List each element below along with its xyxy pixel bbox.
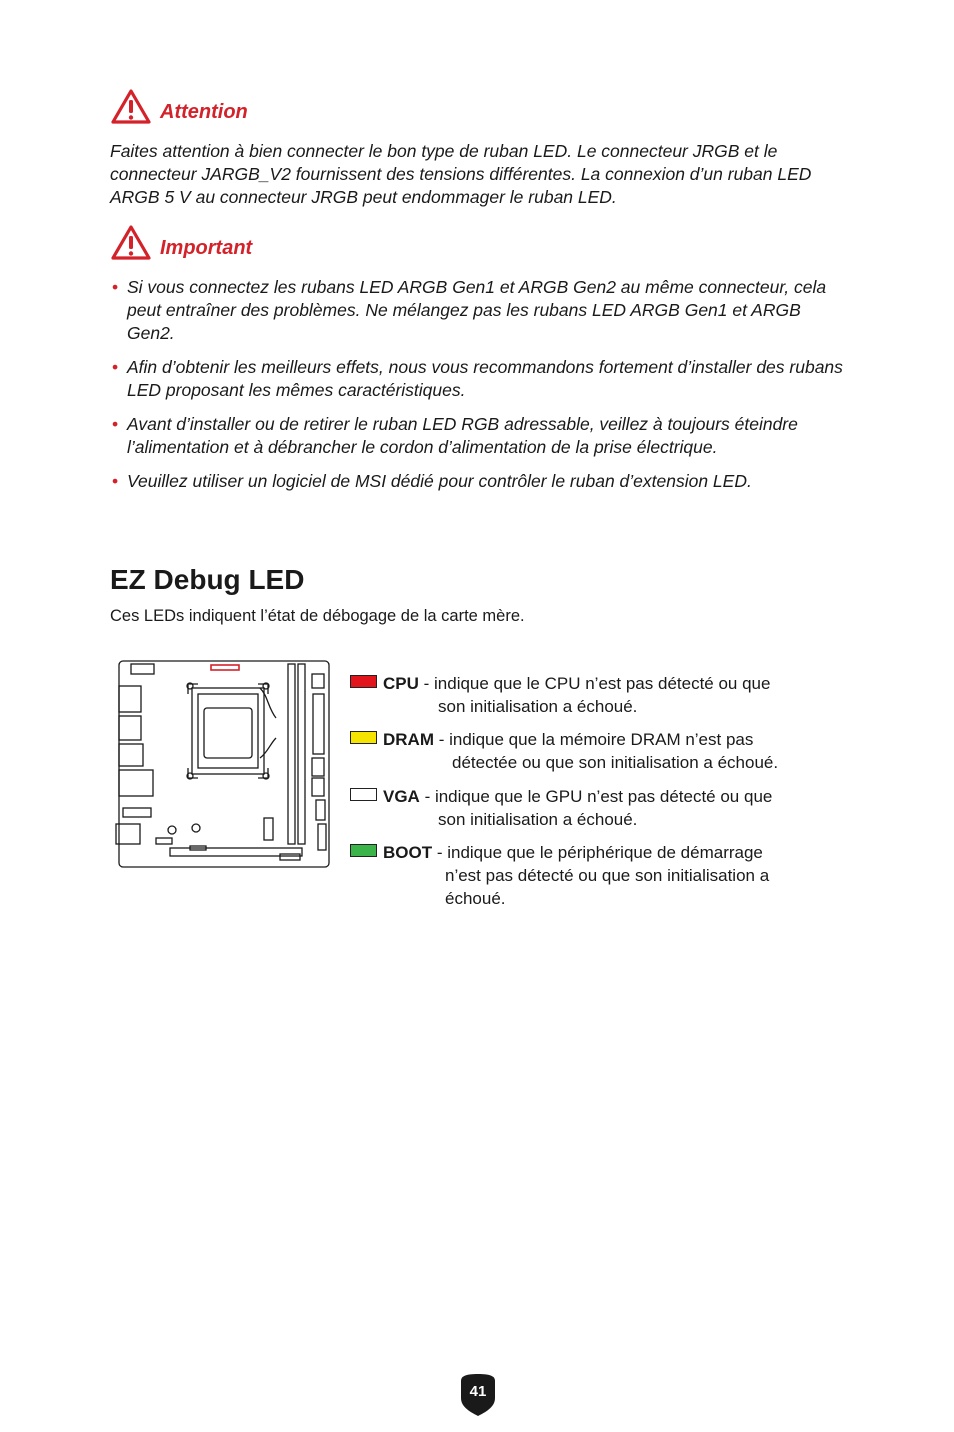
motherboard-diagram bbox=[110, 658, 332, 870]
cpu-led-swatch bbox=[350, 675, 377, 688]
boot-led-swatch bbox=[350, 844, 377, 857]
important-header bbox=[110, 224, 252, 262]
list-item: • Si vous connectez les rubans LED ARGB Gen1 et ARGB Gen2 au même connecteur, cela peut entraîner des problèmes. Ne mélangez pas les rubans LED ARGB Gen1 et ARGB Gen2. bbox=[112, 277, 827, 343]
attention-header bbox=[110, 88, 248, 126]
page-number-badge bbox=[458, 1372, 498, 1418]
attention-text: Faites attention à bien connecter le bon type de ruban LED. Le connecteur JRGB et le connecteur JARGB_V2 fournissent des tensions différentes. La connexion d’un ruban LED ARGB 5 V au connecteur JRGB peut endommager le ruban LED. bbox=[110, 141, 812, 207]
dram-led-swatch bbox=[350, 731, 377, 744]
led-name: BOOT bbox=[383, 843, 433, 862]
led-row-dram: DRAM - indique que la mémoire DRAM n’est pas détectée ou que son initialisation a échoué. bbox=[350, 728, 830, 778]
important-list bbox=[110, 276, 850, 504]
led-name: DRAM bbox=[383, 730, 434, 749]
attention-title: Attention bbox=[160, 100, 248, 123]
warning-icon bbox=[110, 224, 152, 262]
led-name: VGA bbox=[383, 787, 420, 806]
led-row-vga: VGA - indique que le GPU n’est pas détecté ou que son initialisation a échoué. bbox=[350, 785, 830, 835]
led-name: CPU bbox=[383, 674, 419, 693]
list-item: • Afin d’obtenir les meilleurs effets, nous vous recommandons fortement d’installer des rubans LED proposant les mêmes caractéristiques. bbox=[112, 357, 843, 400]
led-row-boot: BOOT - indique que le périphérique de démarrage n’est pas détecté ou que son initialisation a échoué. bbox=[350, 841, 830, 913]
section-intro: Ces LEDs indiquent l’état de débogage de la carte mère. bbox=[110, 607, 525, 625]
list-item: • Veuillez utiliser un logiciel de MSI dédié pour contrôler le ruban d’extension LED. bbox=[112, 471, 752, 491]
warning-icon bbox=[110, 88, 152, 126]
section-title: EZ Debug LED bbox=[110, 564, 305, 595]
led-row-cpu: CPU - indique que le CPU n’est pas détecté ou que son initialisation a échoué. bbox=[350, 672, 830, 722]
page-number: 41 bbox=[469, 1383, 487, 1400]
list-item: • Avant d’installer ou de retirer le ruban LED RGB adressable, veillez à toujours éteindre l’alimentation et à débrancher le cordon d’alimentation de la prise électrique. bbox=[112, 414, 798, 457]
important-title: Important bbox=[160, 236, 253, 259]
vga-led-swatch bbox=[350, 788, 377, 801]
